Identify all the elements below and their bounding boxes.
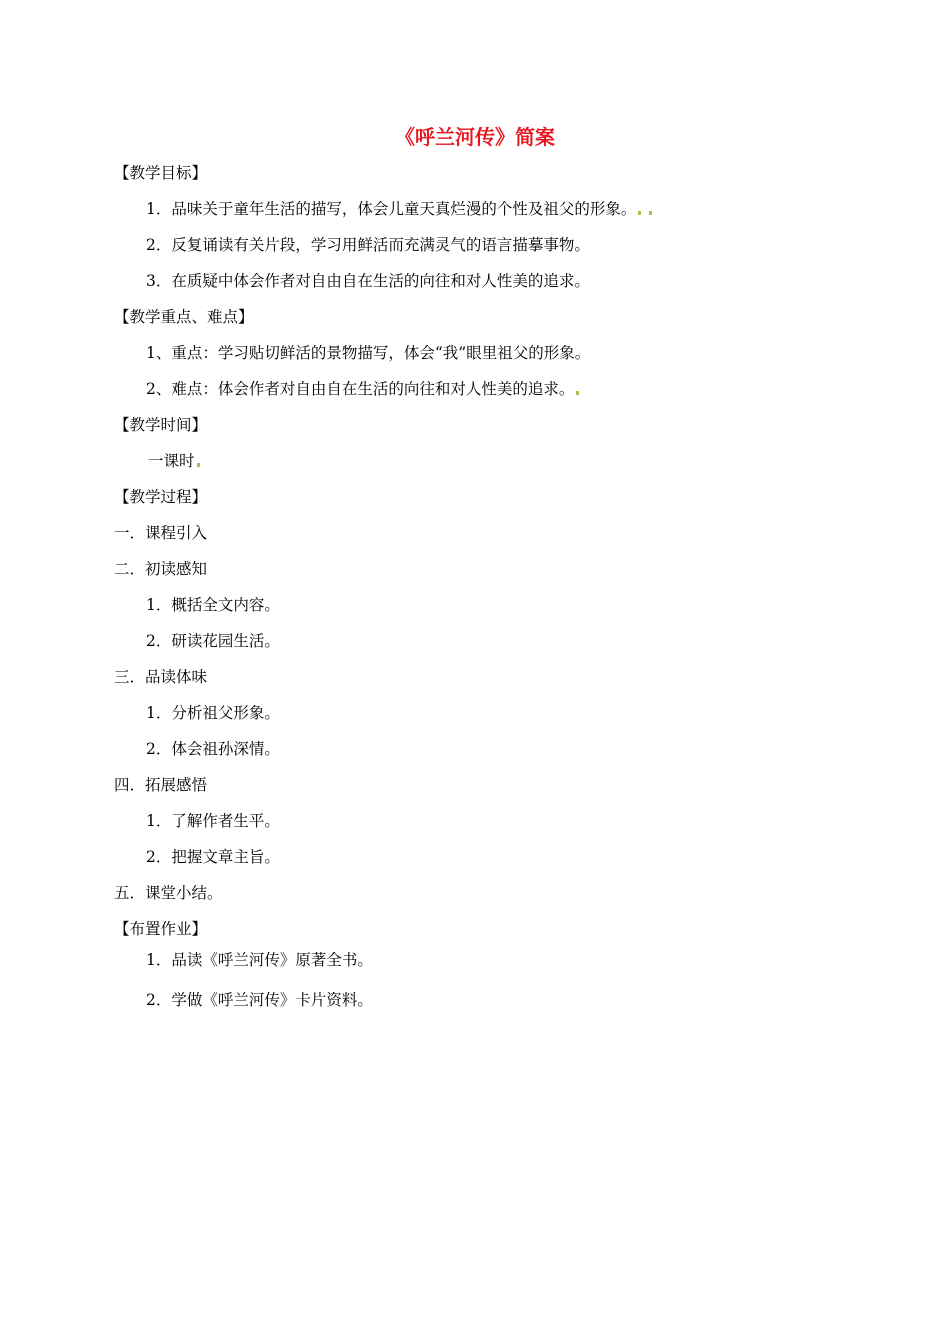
process-step-3: 三．品读体味 xyxy=(114,668,208,686)
section-heading-process: 【教学过程】 xyxy=(114,488,208,506)
revision-mark xyxy=(576,391,579,395)
process-substep: 1．分析祖父形象。 xyxy=(146,704,280,722)
section-heading-homework: 【布置作业】 xyxy=(114,920,208,938)
goal-item-3: 3．在质疑中体会作者对自由自在生活的向往和对人性美的追求。 xyxy=(146,272,590,290)
revision-mark xyxy=(638,211,641,215)
process-substep: 2．研读花园生活。 xyxy=(146,632,280,650)
process-substep: 1．了解作者生平。 xyxy=(146,812,280,830)
homework-item-2: 2．学做《呼兰河传》卡片资料。 xyxy=(146,991,373,1009)
revision-mark xyxy=(649,211,652,215)
goal-item-1: 1．品味关于童年生活的描写，体会儿童天真烂漫的个性及祖父的形象。 xyxy=(146,199,652,219)
homework-item-1: 1．品读《呼兰河传》原著全书。 xyxy=(146,951,373,969)
key-point-item-1: 1、重点：学习贴切鲜活的景物描写，体会“我”眼里祖父的形象。 xyxy=(146,344,591,362)
key-point-item-2: 2、难点：体会作者对自由自在生活的向往和对人性美的追求。 xyxy=(146,379,579,399)
goal-item-2: 2．反复诵读有关片段，学习用鲜活而充满灵气的语言描摹事物。 xyxy=(146,236,590,254)
process-step-2: 二．初读感知 xyxy=(114,560,208,578)
process-step-5: 五．课堂小结。 xyxy=(114,884,223,902)
section-heading-time: 【教学时间】 xyxy=(114,416,208,434)
process-step-4: 四．拓展感悟 xyxy=(114,776,208,794)
process-step-1: 一．课程引入 xyxy=(114,524,208,542)
process-substep: 2．把握文章主旨。 xyxy=(146,848,280,866)
revision-mark xyxy=(197,463,200,467)
section-heading-goals: 【教学目标】 xyxy=(114,164,208,182)
process-substep: 1．概括全文内容。 xyxy=(146,596,280,614)
process-substep: 2．体会祖孙深情。 xyxy=(146,740,280,758)
document-title: 《呼兰河传》简案 xyxy=(395,125,555,149)
teaching-time-value: 一课时 xyxy=(148,451,200,471)
section-heading-key-points: 【教学重点、难点】 xyxy=(114,308,254,326)
